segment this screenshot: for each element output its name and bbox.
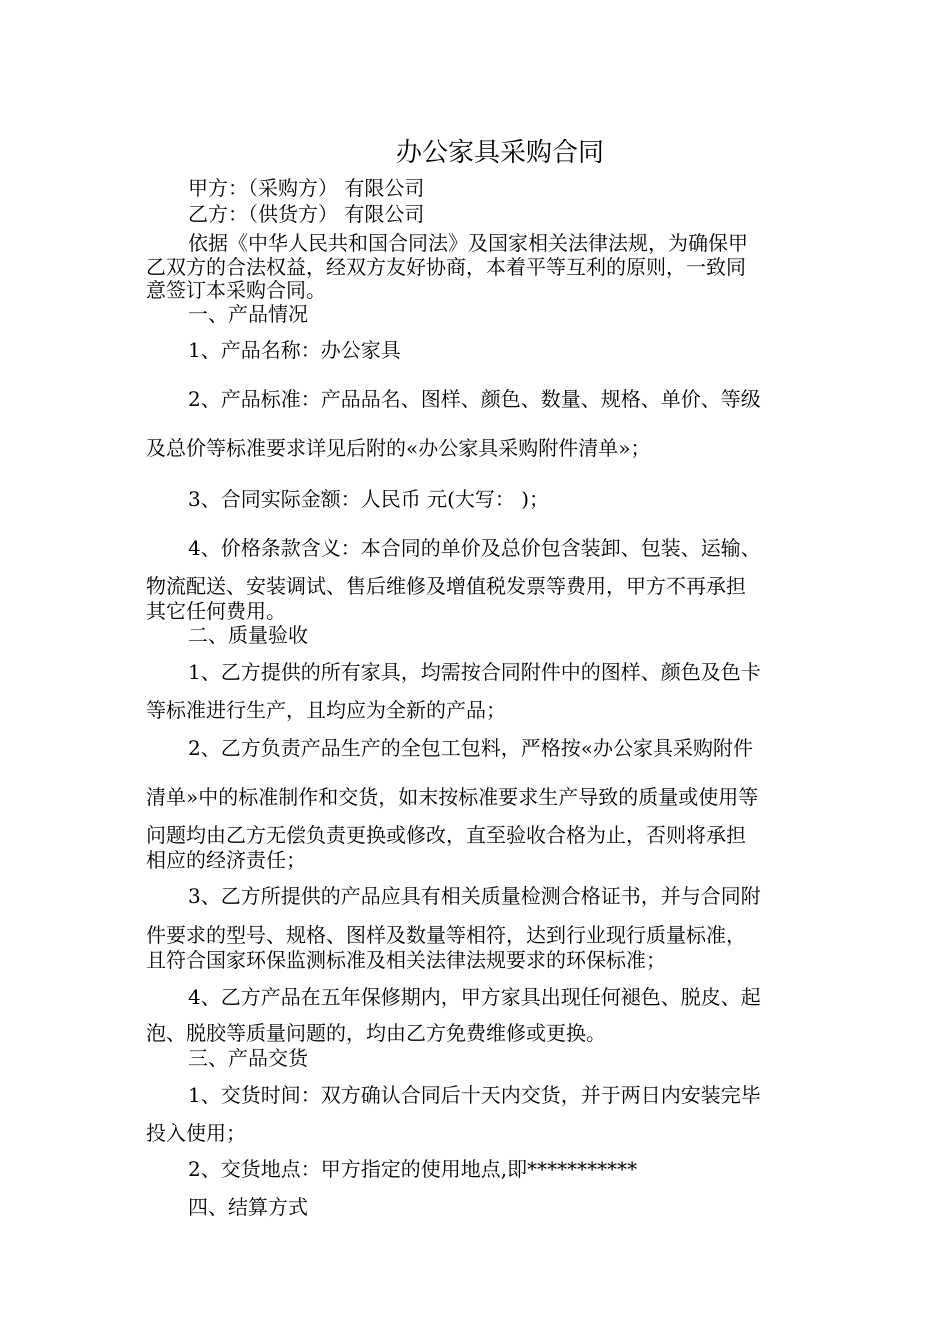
clause-2-2-line-3: 问题均由乙方无偿负责更换或修改，直至验收合格为止，否则将承担	[146, 823, 746, 847]
party-b: 乙方：（供货方） 有限公司	[188, 202, 425, 226]
clause-1-4-line-2: 物流配送、安装调试、售后维修及增值税发票等费用，甲方不再承担	[146, 574, 746, 598]
clause-1-4-line-3: 其它任何费用。	[146, 599, 286, 623]
clause-2-4-line-2: 泡、脱胶等质量问题的，均由乙方免费维修或更换。	[146, 1021, 606, 1045]
section-heading-3: 三、产品交货	[188, 1046, 308, 1070]
clause-1-3: 3、合同实际金额：人民币 元(大写： )；	[188, 487, 550, 511]
party-a: 甲方：（采购方） 有限公司	[188, 176, 425, 200]
section-heading-4: 四、结算方式	[188, 1195, 308, 1219]
clause-3-1-line-2: 投入使用；	[146, 1121, 246, 1145]
clause-1-2-line-1: 2、产品标准：产品品名、图样、颜色、数量、规格、单价、等级	[188, 387, 761, 411]
clause-1-2-line-2: 及总价等标准要求详见后附的«办公家具采购附件清单»；	[146, 436, 651, 460]
page-title: 办公家具采购合同	[395, 138, 604, 168]
clause-1-1: 1、产品名称：办公家具	[188, 338, 401, 362]
section-heading-2: 二、质量验收	[188, 623, 308, 647]
clause-2-3-line-3: 且符合国家环保监测标准及相关法律法规要求的环保标准；	[146, 948, 666, 972]
clause-2-1-line-1: 1、乙方提供的所有家具，均需按合同附件中的图样、颜色及色卡	[188, 660, 761, 684]
clause-3-2: 2、交货地点：甲方指定的使用地点,即***********	[188, 1157, 638, 1181]
clause-2-2-line-4: 相应的经济责任；	[146, 848, 306, 872]
clause-2-1-line-2: 等标准进行生产，且均应为全新的产品；	[146, 698, 506, 722]
clause-2-3-line-1: 3、乙方所提供的产品应具有相关质量检测合格证书，并与合同附	[188, 884, 761, 908]
section-heading-1: 一、产品情况	[188, 302, 308, 326]
intro-line-3: 意签订本采购合同。	[146, 278, 326, 302]
intro-line-1: 依据《中华人民共和国合同法》及国家相关法律法规，为确保甲	[188, 231, 748, 255]
clause-3-1-line-1: 1、交货时间：双方确认合同后十天内交货，并于两日内安装完毕	[188, 1083, 761, 1107]
clause-1-4-line-1: 4、价格条款含义：本合同的单价及总价包含装卸、包装、运输、	[188, 536, 761, 560]
clause-2-2-line-1: 2、乙方负责产品生产的全包工包料，严格按«办公家具采购附件	[188, 736, 753, 760]
clause-2-2-line-2: 清单»中的标准制作和交货，如末按标准要求生产导致的质量或使用等	[146, 785, 759, 809]
clause-2-4-line-1: 4、乙方产品在五年保修期内，甲方家具出现任何褪色、脱皮、起	[188, 985, 761, 1009]
intro-line-2: 乙双方的合法权益，经双方友好协商，本着平等互利的原则，一致同	[146, 255, 746, 279]
clause-2-3-line-2: 件要求的型号、规格、图样及数量等相符，达到行业现行质量标准，	[146, 923, 746, 947]
